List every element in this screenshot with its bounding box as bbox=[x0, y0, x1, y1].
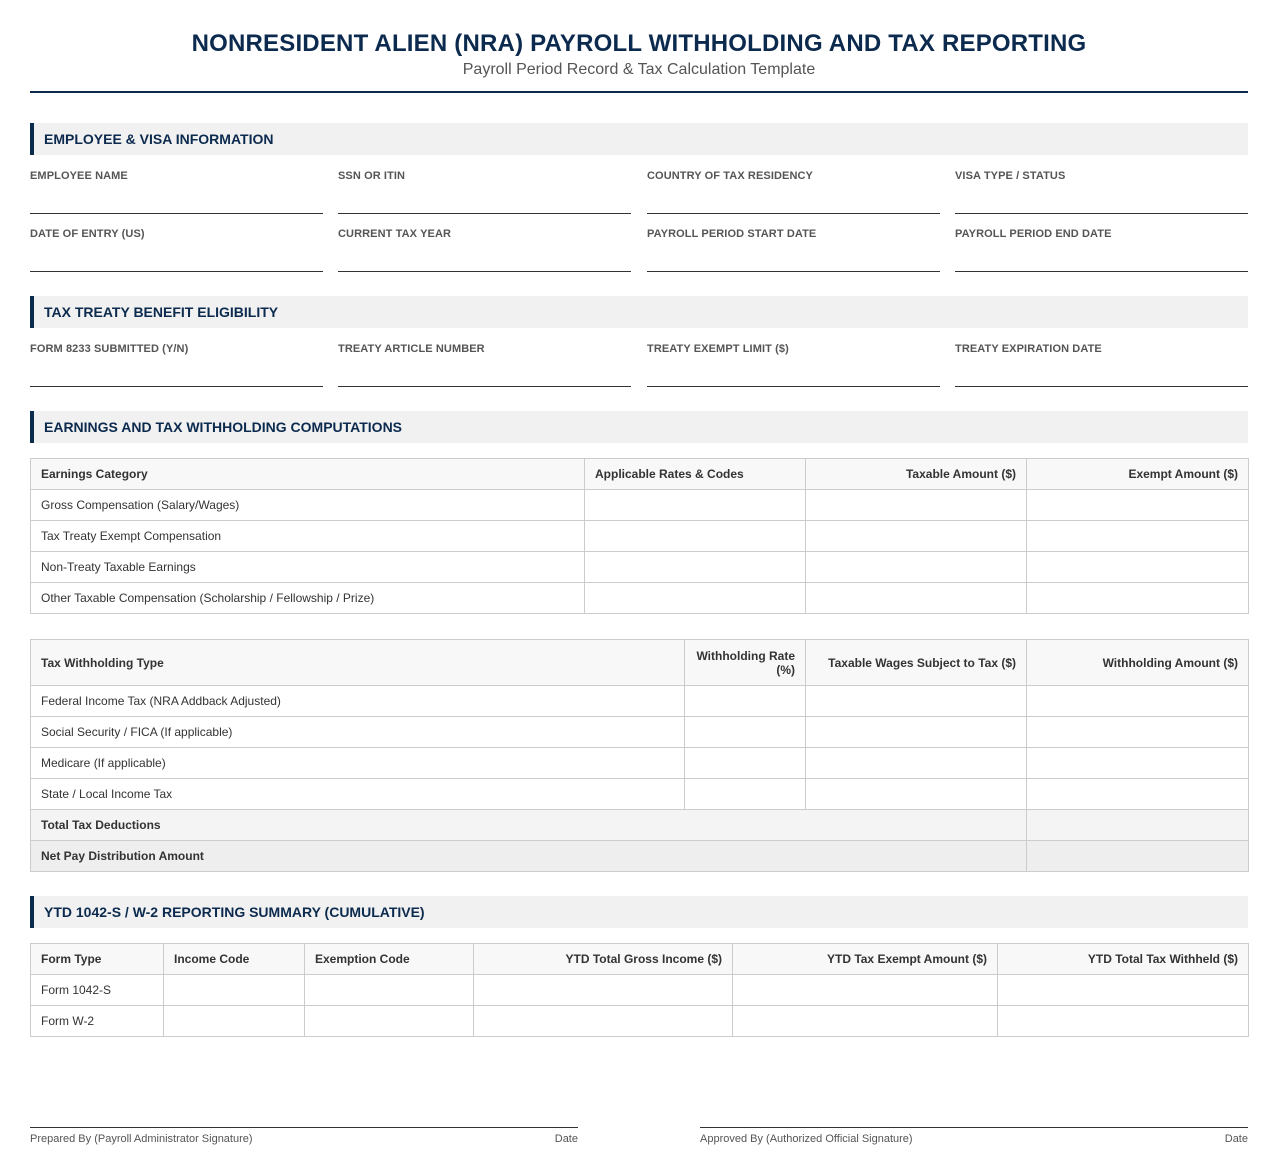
visa-status-field[interactable]: VISA TYPE / STATUS bbox=[955, 169, 1248, 214]
row-label: State / Local Income Tax bbox=[31, 779, 685, 810]
section-ytd-heading: YTD 1042-S / W-2 REPORTING SUMMARY (CUMULATIVE) bbox=[30, 896, 1248, 928]
input-cell[interactable] bbox=[1027, 686, 1249, 717]
input-cell[interactable] bbox=[585, 583, 806, 614]
col-ytd-exempt: YTD Tax Exempt Amount ($) bbox=[733, 944, 998, 975]
employee-name-field[interactable]: EMPLOYEE NAME bbox=[30, 169, 323, 214]
ytd-table bbox=[30, 943, 1249, 1037]
input-cell[interactable] bbox=[1027, 717, 1249, 748]
ssn-itin-field[interactable]: SSN OR ITIN bbox=[338, 169, 631, 214]
row-label: Other Taxable Compensation (Scholarship / Fellowship / Prize) bbox=[31, 583, 585, 614]
input-cell[interactable] bbox=[806, 552, 1027, 583]
col-withholding-type: Tax Withholding Type bbox=[31, 640, 685, 686]
input-cell[interactable] bbox=[1027, 583, 1249, 614]
net-pay-label: Net Pay Distribution Amount bbox=[31, 841, 1027, 872]
table-header-row bbox=[31, 459, 1249, 490]
row-label: Gross Compensation (Salary/Wages) bbox=[31, 490, 585, 521]
input-cell[interactable] bbox=[1027, 748, 1249, 779]
table-row bbox=[31, 1006, 1249, 1037]
table-row bbox=[31, 490, 1249, 521]
col-ytd-withheld: YTD Total Tax Withheld ($) bbox=[998, 944, 1249, 975]
input-cell[interactable] bbox=[1027, 552, 1249, 583]
input-cell[interactable] bbox=[685, 779, 806, 810]
approved-by-signature-line[interactable] bbox=[700, 1127, 1248, 1147]
earnings-table bbox=[30, 458, 1249, 614]
row-label: Medicare (If applicable) bbox=[31, 748, 685, 779]
total-deductions-label: Total Tax Deductions bbox=[31, 810, 1027, 841]
input-cell[interactable] bbox=[998, 975, 1249, 1006]
employee-row-1 bbox=[30, 169, 1248, 227]
table-row bbox=[31, 552, 1249, 583]
table-row bbox=[31, 748, 1249, 779]
input-cell[interactable] bbox=[305, 1006, 474, 1037]
row-label: Form 1042-S bbox=[31, 975, 164, 1006]
col-exemption-code: Exemption Code bbox=[305, 944, 474, 975]
input-cell[interactable] bbox=[733, 1006, 998, 1037]
employee-row-2 bbox=[30, 227, 1248, 285]
row-label: Social Security / FICA (If applicable) bbox=[31, 717, 685, 748]
col-withholding-rate: Withholding Rate (%) bbox=[685, 640, 806, 686]
row-label: Tax Treaty Exempt Compensation bbox=[31, 521, 585, 552]
tax-year-field[interactable]: CURRENT TAX YEAR bbox=[338, 227, 631, 272]
input-cell[interactable] bbox=[685, 748, 806, 779]
table-row bbox=[31, 975, 1249, 1006]
country-residency-field[interactable]: COUNTRY OF TAX RESIDENCY bbox=[647, 169, 940, 214]
form-header bbox=[30, 0, 1248, 93]
input-cell[interactable] bbox=[164, 1006, 305, 1037]
approved-by-label: Approved By (Authorized Official Signature) bbox=[700, 1133, 913, 1145]
input-cell[interactable] bbox=[806, 717, 1027, 748]
form-8233-field[interactable]: FORM 8233 SUBMITTED (Y/N) bbox=[30, 342, 323, 387]
input-cell[interactable] bbox=[806, 748, 1027, 779]
col-earnings-category: Earnings Category bbox=[31, 459, 585, 490]
withholding-table bbox=[30, 639, 1249, 872]
input-cell[interactable] bbox=[998, 1006, 1249, 1037]
col-ytd-gross: YTD Total Gross Income ($) bbox=[474, 944, 733, 975]
section-employee-heading: EMPLOYEE & VISA INFORMATION bbox=[30, 123, 1248, 155]
input-cell[interactable] bbox=[585, 552, 806, 583]
payroll-form bbox=[30, 0, 1248, 1145]
input-cell[interactable] bbox=[1027, 779, 1249, 810]
table-row bbox=[31, 717, 1249, 748]
input-cell[interactable] bbox=[685, 717, 806, 748]
section-treaty-heading: TAX TREATY BENEFIT ELIGIBILITY bbox=[30, 296, 1248, 328]
page-subtitle: Payroll Period Record & Tax Calculation Template bbox=[462, 61, 816, 78]
row-label: Non-Treaty Taxable Earnings bbox=[31, 552, 585, 583]
row-label: Federal Income Tax (NRA Addback Adjusted) bbox=[31, 686, 685, 717]
input-cell[interactable] bbox=[806, 686, 1027, 717]
col-taxable-amount: Taxable Amount ($) bbox=[806, 459, 1027, 490]
input-cell[interactable] bbox=[164, 975, 305, 1006]
total-deductions-cell[interactable] bbox=[1027, 810, 1249, 841]
table-row bbox=[31, 521, 1249, 552]
col-withholding-amount: Withholding Amount ($) bbox=[1027, 640, 1249, 686]
period-start-field[interactable]: PAYROLL PERIOD START DATE bbox=[647, 227, 940, 272]
prepared-by-signature-line[interactable] bbox=[30, 1127, 578, 1147]
input-cell[interactable] bbox=[806, 490, 1027, 521]
input-cell[interactable] bbox=[806, 779, 1027, 810]
col-income-code: Income Code bbox=[164, 944, 305, 975]
col-exempt-amount: Exempt Amount ($) bbox=[1027, 459, 1249, 490]
approved-date-label: Date bbox=[1224, 1133, 1248, 1145]
treaty-expiration-field[interactable]: TREATY EXPIRATION DATE bbox=[955, 342, 1248, 387]
section-earnings-heading: EARNINGS AND TAX WITHHOLDING COMPUTATIONS bbox=[30, 411, 1248, 443]
treaty-row bbox=[30, 342, 1248, 400]
input-cell[interactable] bbox=[1027, 521, 1249, 552]
table-row bbox=[31, 583, 1249, 614]
input-cell[interactable] bbox=[1027, 490, 1249, 521]
period-end-field[interactable]: PAYROLL PERIOD END DATE bbox=[955, 227, 1248, 272]
input-cell[interactable] bbox=[585, 521, 806, 552]
total-deductions-row bbox=[31, 810, 1249, 841]
input-cell[interactable] bbox=[585, 490, 806, 521]
treaty-limit-field[interactable]: TREATY EXEMPT LIMIT ($) bbox=[647, 342, 940, 387]
col-rates-codes: Applicable Rates & Codes bbox=[585, 459, 806, 490]
table-header-row bbox=[31, 640, 1249, 686]
net-pay-cell[interactable] bbox=[1027, 841, 1249, 872]
page-title: NONRESIDENT ALIEN (NRA) PAYROLL WITHHOLDING AND TAX REPORTING bbox=[191, 30, 1087, 57]
row-label: Form W-2 bbox=[31, 1006, 164, 1037]
prepared-by-label: Prepared By (Payroll Administrator Signature) bbox=[30, 1133, 253, 1145]
col-taxable-wages: Taxable Wages Subject to Tax ($) bbox=[806, 640, 1027, 686]
treaty-article-field[interactable]: TREATY ARTICLE NUMBER bbox=[338, 342, 631, 387]
prepared-date-label: Date bbox=[554, 1133, 578, 1145]
date-of-entry-field[interactable]: DATE OF ENTRY (US) bbox=[30, 227, 323, 272]
col-form-type: Form Type bbox=[31, 944, 164, 975]
table-row bbox=[31, 686, 1249, 717]
input-cell[interactable] bbox=[685, 686, 806, 717]
net-pay-row bbox=[31, 841, 1249, 872]
input-cell[interactable] bbox=[305, 975, 474, 1006]
input-cell[interactable] bbox=[806, 583, 1027, 614]
table-row bbox=[31, 779, 1249, 810]
input-cell[interactable] bbox=[474, 1006, 733, 1037]
input-cell[interactable] bbox=[806, 521, 1027, 552]
input-cell[interactable] bbox=[733, 975, 998, 1006]
input-cell[interactable] bbox=[474, 975, 733, 1006]
table-header-row bbox=[31, 944, 1249, 975]
